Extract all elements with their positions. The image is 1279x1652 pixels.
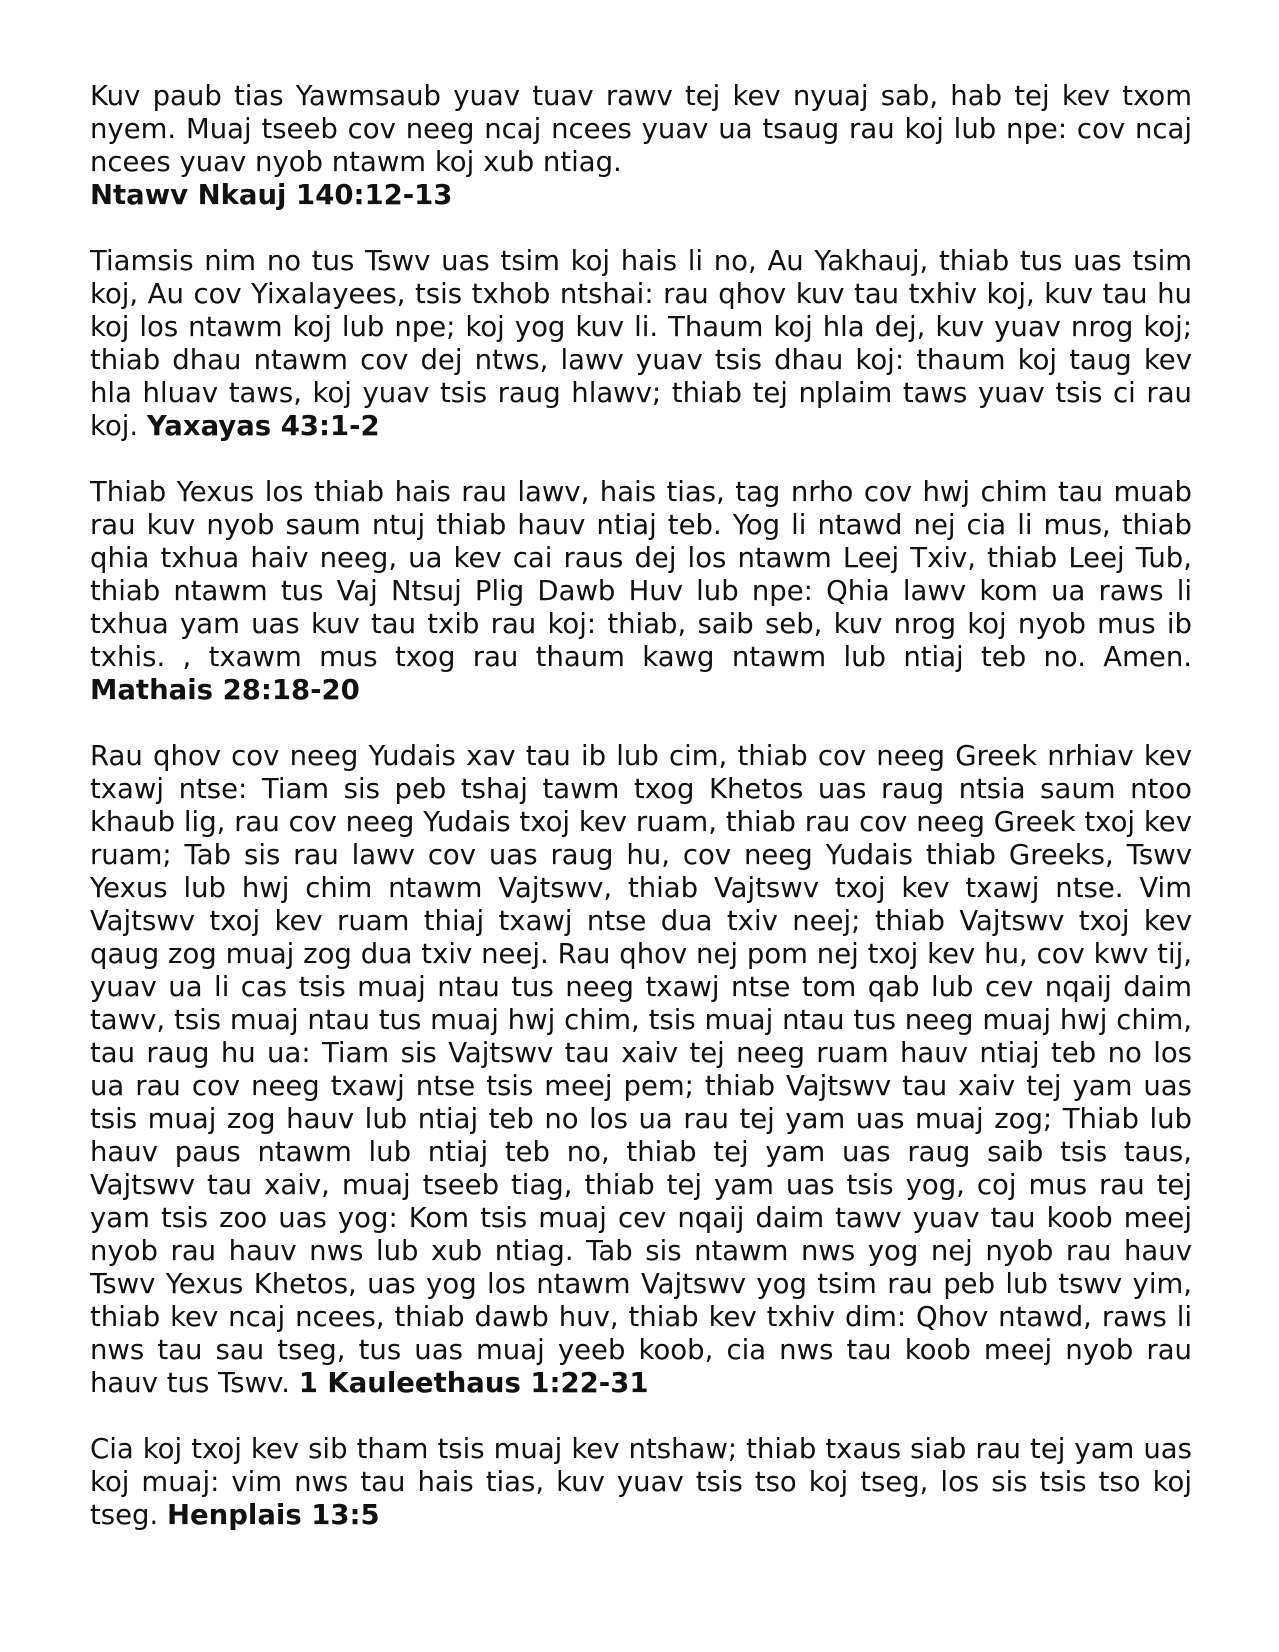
passage-corinthians xyxy=(90,740,1192,1400)
passage-isaiah xyxy=(90,245,1192,443)
passage-hebrews xyxy=(90,1433,1192,1532)
passage-text: Rau qhov cov neeg Yudais xav tau ib lub cim, thiab cov neeg Greek nrhiav kev txawj ntse: Tiam sis peb tshaj tawm txog Khetos uas raug ntsia saum ntoo khaub lig, rau cov neeg Yudais txoj kev ruam, thiab rau cov neeg Greek txoj kev ruam; Tab sis rau lawv cov uas raug hu, cov neeg Yudais thiab Greeks, Tswv Yexus lub hwj chim ntawm Vajtswv, thiab Vajtswv txoj kev txawj ntse. Vim Vajtswv txoj kev ruam thiaj txawj ntse dua txiv neej; thiab Vajtswv txoj kev qaug zog muaj zog dua txiv neej. Rau qhov nej pom nej txoj kev hu, cov kwv tij, yuav ua li cas tsis muaj ntau tus neeg txawj ntse tom qab lub cev nqaij daim tawv, tsis muaj ntau tus muaj hwj chim, tsis muaj ntau tus neeg muaj hwj chim, tau raug hu ua: Tiam sis Vajtswv tau xaiv tej neeg ruam hauv ntiaj teb no los ua rau cov neeg txawj ntse tsis meej pem; thiab Vajtswv tau xaiv tej yam uas tsis muaj zog hauv lub ntiaj teb no los ua rau tej yam uas muaj zog; Thiab lub hauv paus ntawm lub ntiaj teb no, thiab tej yam uas raug saib tsis taus, Vajtswv tau xaiv, muaj tseeb tiag, thiab tej yam uas tsis yog, coj mus rau tej yam tsis zoo uas yog: Kom tsis muaj cev nqaij daim tawv yuav tau koob meej nyob rau hauv nws lub xub ntiag. Tab sis ntawm nws yog nej nyob rau hauv Tswv Yexus Khetos, uas yog los ntawm Vajtswv yog tsim rau peb lub tswv yim, thiab kev ncaj ncees, thiab dawb huv, thiab kev txhiv dim: Qhov ntawd, raws li nws tau sau tseg, tus uas muaj yeeb koob, cia nws tau koob meej nyob rau hauv tus Tswv. xyxy=(90,740,1192,1399)
passage-text: Tiamsis nim no tus Tswv uas tsim koj hais li no, Au Yakhauj, thiab tus uas tsim koj, Au cov Yixalayees, tsis txhob ntshai: rau qhov kuv tau txhiv koj, kuv tau hu koj los ntawm koj lub npe; koj yog kuv li. Thaum koj hla dej, kuv yuav nrog koj; thiab dhau ntawm cov dej ntws, lawv yuav tsis dhau koj: thaum koj taug kev hla hluav taws, koj yuav tsis raug hlawv; thiab tej nplaim taws yuav tsis ci rau koj. xyxy=(90,245,1192,442)
passage-text: Kuv paub tias Yawmsaub yuav tuav rawv tej kev nyuaj sab, hab tej kev txom nyem. Muaj tseeb cov neeg ncaj ncees yuav ua tsaug rau koj lub npe: cov ncaj ncees yuav nyob ntawm koj xub ntiag. xyxy=(90,80,1192,178)
passage-reference: Mathais 28:18-20 xyxy=(90,674,360,706)
passage-text: Cia koj txoj kev sib tham tsis muaj kev ntshaw; thiab txaus siab rau tej yam uas koj muaj: vim nws tau hais tias, kuv yuav tsis tso koj tseg, los sis tsis tso koj tseg. xyxy=(90,1433,1192,1531)
passage-psalm xyxy=(90,80,1192,212)
passage-text: Thiab Yexus los thiab hais rau lawv, hais tias, tag nrho cov hwj chim tau muab rau kuv nyob saum ntuj thiab hauv ntiaj teb. Yog li ntawd nej cia li mus, thiab qhia txhua haiv neeg, ua kev cai raus dej los ntawm Leej Txiv, thiab Leej Tub, thiab ntawm tus Vaj Ntsuj Plig Dawb Huv lub npe: Qhia lawv kom ua raws li txhua yam uas kuv tau txib rau koj: thiab, saib seb, kuv nrog koj nyob mus ib txhis. , txawm mus txog rau thaum kawg ntawm lub ntiaj teb no. Amen. xyxy=(90,476,1192,673)
passage-matthew xyxy=(90,476,1192,707)
passage-reference: 1 Kauleethaus 1:22-31 xyxy=(298,1367,649,1399)
passage-reference: Ntawv Nkauj 140:12-13 xyxy=(90,179,453,211)
passage-reference: Henplais 13:5 xyxy=(166,1499,380,1531)
document-page xyxy=(90,80,1192,1532)
passage-reference: Yaxayas 43:1-2 xyxy=(146,410,380,442)
